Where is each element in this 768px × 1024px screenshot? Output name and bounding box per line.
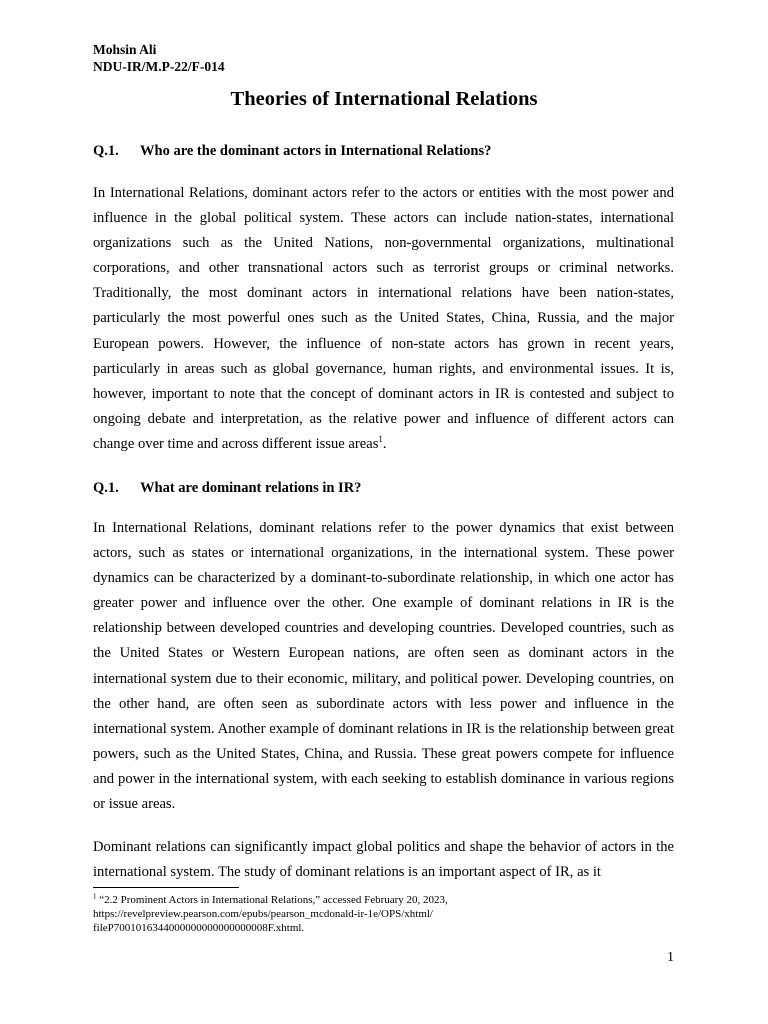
- author-name: Mohsin Ali: [93, 42, 157, 57]
- question-text: Who are the dominant actors in International Relations?: [140, 143, 492, 159]
- paragraph: In International Relations, dominant relations refer to the power dynamics that exist between actors, such as states or international organizations, in the international system. These power dynamics can be characterized by a dominant-to-subordinate relationship, in which one actor has greater power and influence over the other. One example of dominant relations in IR is the relationship between developed countries and developing countries. Developed countries, such as the United States or Western European nations, are often seen as dominant actors in the international system due to their economic, military, and political power. Developing countries, on the other hand, are often seen as subordinate actors with less power and influence in the international system. Another example of dominant relations in IR is the relationship between great powers, such as the United States, China, and Russia. These great powers compete for influence and power in the international system, with each seeking to establish dominance in various regions or issue areas.: [93, 520, 674, 813]
- footnote: [93, 893, 448, 935]
- paragraph: Dominant relations can significantly impact global politics and shape the behavior of actors in the international system. The study of dominant relations is an important aspect of IR, as it: [93, 839, 674, 881]
- footnote-link[interactable]: https://revelpreview.pearson.com/epubs/pearson_mcdonald-ir-1e/OPS/xhtml/: [93, 908, 433, 920]
- question-number: Q.1.: [93, 143, 119, 159]
- question-text: What are dominant relations in IR?: [140, 480, 362, 496]
- footnote-separator: [93, 887, 239, 888]
- page-title: Theories of International Relations: [230, 88, 538, 110]
- question-heading-1: [93, 143, 491, 160]
- author-id: NDU-IR/M.P-22/F-014: [93, 59, 225, 74]
- footnote-citation: “2.2 Prominent Actors in International Relations,” accessed February 20, 2023,: [99, 894, 448, 906]
- paragraph-end: .: [382, 435, 387, 452]
- paragraph-text: In International Relations, dominant actors refer to the actors or entities with the most power and influence in the global political system. These actors can include nation-states, international organizations such as the United Nations, non-governmental organizations, multinational corporations, and other transnational actors such as terrorist groups or criminal networks. Traditionally, the most dominant actors in international relations have been nation-states, particularly the most powerful ones such as the United States, China, Russia, and the major European powers. However, the influence of non-state actors has grown in recent years, particularly in areas such as global governance, human rights, and environmental issues. It is, however, important to note that the concept of dominant actors in IR is contested and subject to ongoing debate and interpretation, as the relative power and influence of different actors can change over time and across different issue areas: [93, 185, 674, 452]
- question-number: Q.1.: [93, 480, 119, 496]
- author-block: [93, 41, 225, 75]
- page-number: 1: [667, 950, 674, 965]
- footnote-reference[interactable]: 1: [378, 434, 383, 445]
- paragraph: [93, 181, 674, 457]
- question-heading-2: [93, 480, 361, 497]
- footnote-marker: 1: [93, 892, 97, 901]
- footnote-link-file[interactable]: fileP7001016344000000000000000008F.xhtml.: [93, 922, 305, 934]
